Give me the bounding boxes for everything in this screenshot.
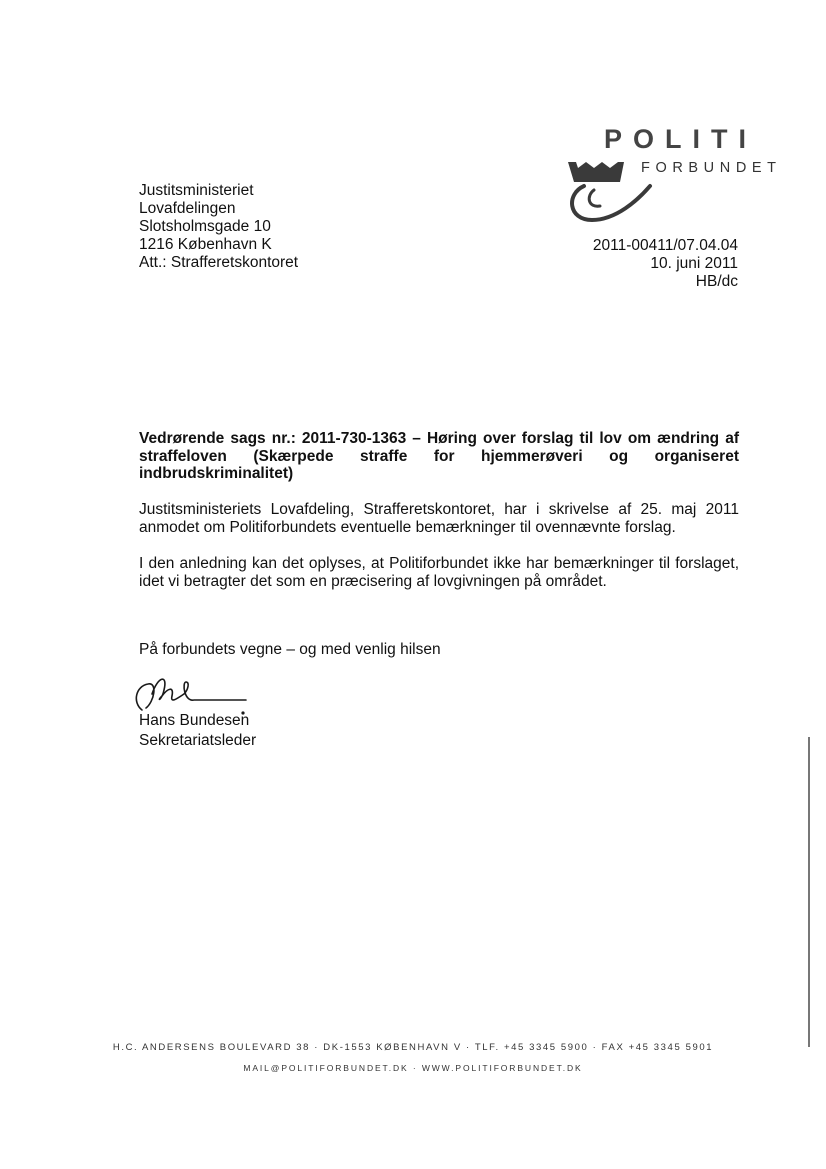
body-paragraph: I den anledning kan det oplyses, at Politiforbundet ikke har bemærkninger til forslaget, idet vi betragter det som en præcisering af lovgivningen på området. xyxy=(139,555,739,590)
recipient-line: Lovafdelingen xyxy=(139,200,236,217)
logo-wordmark-top: POLITI xyxy=(604,124,757,154)
reference-block xyxy=(593,237,738,291)
recipient-line: Justitsministeriet xyxy=(139,182,254,199)
body-paragraph: Justitsministeriets Lovafdeling, Strafferetskontoret, har i skrivelse af 25. maj 2011 anmodet om Politiforbundets eventuelle bemærkninger til ovennævnte forslag. xyxy=(139,501,739,536)
recipient-address xyxy=(139,182,298,272)
letter-date: 10. juni 2011 xyxy=(650,255,738,272)
initials: HB/dc xyxy=(695,273,738,290)
footer-address: H.C. ANDERSENS BOULEVARD 38 · DK-1553 KØBENHAVN V · TLF. +45 3345 5900 · FAX +45 3345 5901 xyxy=(112,1042,714,1053)
footer-contact: MAIL@POLITIFORBUNDET.DK · WWW.POLITIFORBUNDET.DK xyxy=(243,1063,583,1073)
closing-salutation: På forbundets vegne – og med venlig hilsen xyxy=(139,641,441,658)
signer-title: Sekretariatsleder xyxy=(139,732,257,749)
recipient-line: Slotsholmsgade 10 xyxy=(139,218,271,235)
scan-edge-line xyxy=(808,737,810,1047)
crown-eye-emblem-icon xyxy=(564,160,654,228)
signer-name: Hans Bundesen xyxy=(139,712,250,729)
recipient-line: Att.: Strafferetskontoret xyxy=(139,254,299,271)
subject-heading: Vedrørende sags nr.: 2011-730-1363 – Høring over forslag til lov om ændring af straffeloven (Skærpede straffe for hjemmerøveri og organiseret indbrudskriminalitet) xyxy=(139,430,739,482)
logo-wordmark-bottom: FORBUNDET xyxy=(641,160,782,176)
recipient-line: 1216 København K xyxy=(139,236,272,253)
case-number: 2011-00411/07.04.04 xyxy=(592,237,738,254)
signer-block xyxy=(139,711,256,751)
